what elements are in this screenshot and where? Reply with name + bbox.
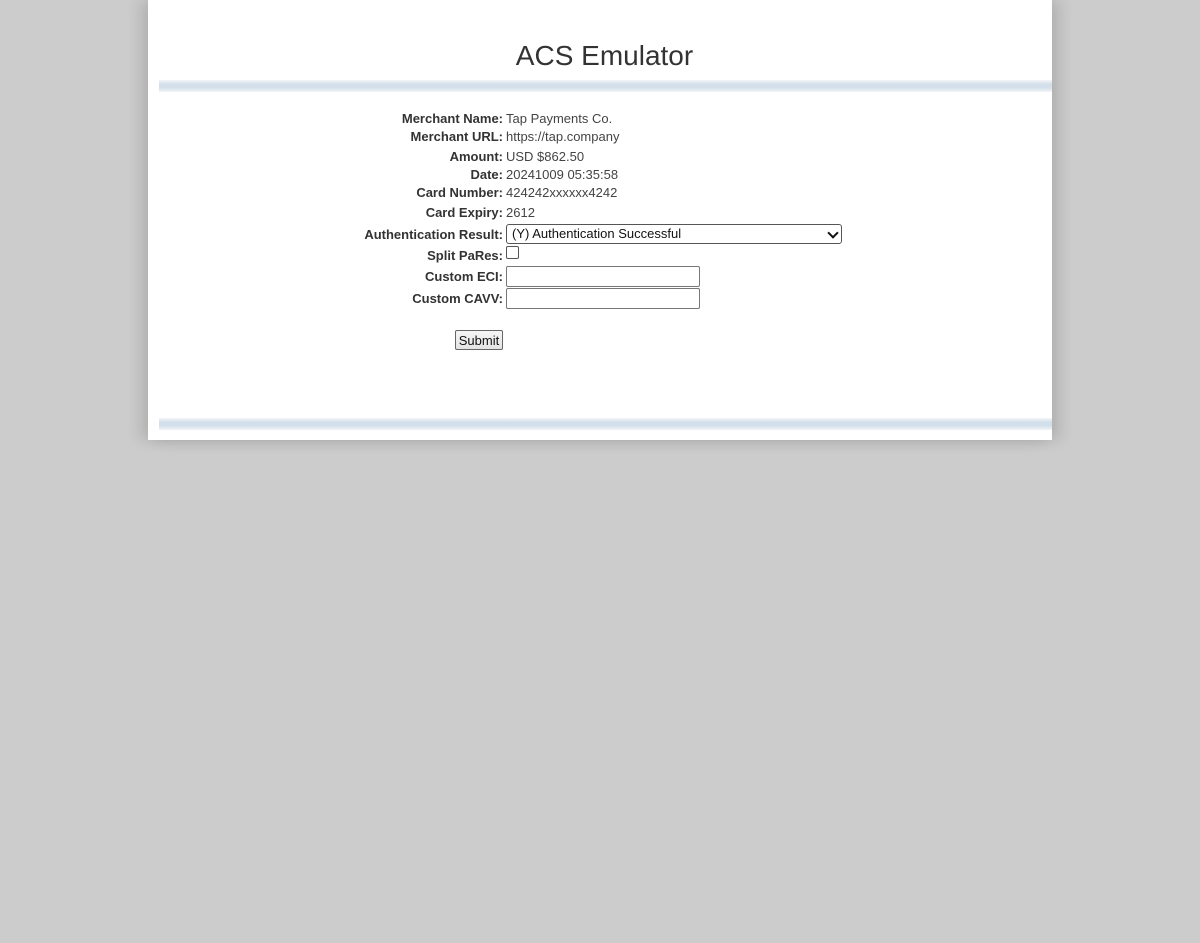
split-pares-label: Split PaRes: (427, 248, 503, 263)
merchant-url-label: Merchant URL: (410, 129, 503, 144)
merchant-name-value: Tap Payments Co. (506, 111, 613, 126)
card-expiry-label: Card Expiry: (425, 205, 503, 220)
custom-cavv-label: Custom CAVV: (412, 291, 503, 306)
amount-value: USD $862.50 (506, 149, 585, 164)
submit-button[interactable]: Submit (455, 330, 503, 350)
chevron-down-icon (827, 227, 838, 238)
date-value: 20241009 05:35:58 (506, 167, 619, 182)
merchant-url-value: https://tap.company (506, 129, 620, 144)
custom-cavv-input[interactable] (506, 288, 700, 309)
bottom-divider (159, 418, 1052, 430)
card-number-value: 424242xxxxxx4242 (506, 185, 618, 200)
amount-label: Amount: (449, 149, 503, 164)
page-title: ACS Emulator (515, 40, 694, 71)
auth-result-select[interactable] (506, 224, 842, 244)
card-number-label: Card Number: (416, 185, 503, 200)
top-divider (159, 80, 1052, 92)
auth-result-selected: (Y) Authentication Successful (512, 226, 682, 241)
card-expiry-value: 2612 (506, 205, 535, 220)
custom-eci-input[interactable] (506, 266, 700, 287)
emulator-panel (148, 0, 1052, 440)
auth-result-label: Authentication Result: (364, 227, 503, 242)
merchant-name-label: Merchant Name: (401, 111, 503, 126)
split-pares-checkbox[interactable] (506, 246, 519, 259)
custom-eci-label: Custom ECI: (425, 269, 503, 284)
date-label: Date: (470, 167, 503, 182)
